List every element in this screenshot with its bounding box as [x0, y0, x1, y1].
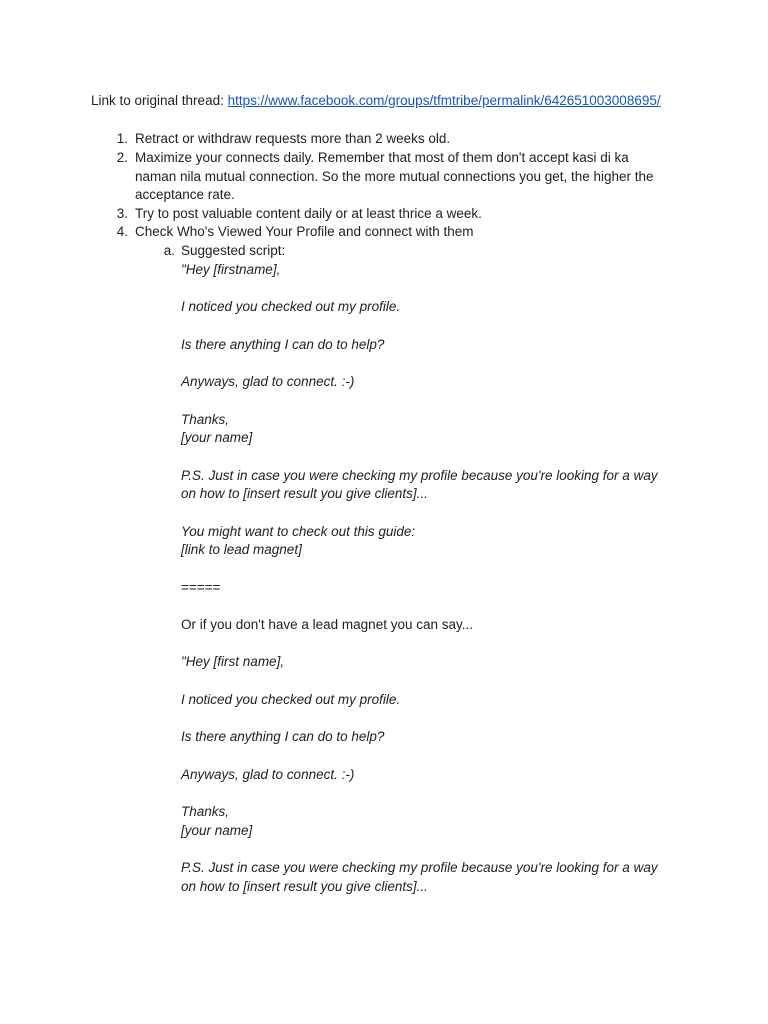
script-line: Is there anything I can do to help? [181, 729, 385, 745]
script-line: I noticed you checked out my profile. [181, 299, 401, 315]
list-item-line: Check Who's Viewed Your Profile and connect with them [135, 224, 474, 239]
script-line: P.S. Just in case you were checking my profile because you're looking for a way [181, 860, 658, 875]
script-line: [link to lead magnet] [181, 542, 302, 558]
script-blank-line [181, 354, 741, 373]
script-blank-line [181, 672, 741, 691]
list-number-1: 1. [116, 131, 128, 146]
script-line: You might want to check out this guide: [181, 523, 416, 539]
script-blank-line [181, 784, 741, 803]
script-line: Thanks, [181, 411, 230, 427]
sub-item-letter: a. [163, 243, 175, 258]
list-number-4: 4. [116, 224, 128, 239]
script-blank-line [181, 504, 741, 523]
script-blank-line [181, 747, 741, 766]
list-item-4 [135, 223, 695, 242]
script-blank-line [181, 710, 741, 729]
script-blank-line [181, 840, 741, 859]
list-item-line: naman nila mutual connection. So the more mutual connections you get, the higher the [135, 168, 654, 184]
script-line: [your name] [181, 822, 253, 838]
script-line: "Hey [first name], [181, 654, 285, 670]
script-line: on how to [insert result you give clients]... [181, 878, 428, 894]
list-item-1 [135, 130, 695, 149]
script-blank-line [181, 635, 741, 654]
sub-item-label: Suggested script: [181, 243, 286, 258]
original-thread-label: Link to original thread: [91, 93, 228, 108]
list-item-line: Maximize your connects daily. Remember that most of them don't accept kasi di ka [135, 150, 629, 165]
original-thread-line [91, 92, 661, 110]
script-blank-line [181, 280, 741, 299]
list-item-line: acceptance rate. [135, 187, 235, 203]
suggested-script [181, 261, 741, 896]
list-item-2 [135, 149, 695, 205]
script-blank-line [181, 560, 741, 579]
script-blank-line [181, 597, 741, 616]
script-line: "Hey [firstname], [181, 262, 281, 277]
script-line: P.S. Just in case you were checking my profile because you're looking for a way [181, 467, 658, 483]
script-line: Anyways, glad to connect. :-) [181, 766, 355, 782]
script-line: I noticed you checked out my profile. [181, 691, 401, 707]
list-number-3: 3. [116, 206, 128, 221]
script-line: Thanks, [181, 803, 230, 819]
script-blank-line [181, 448, 741, 467]
script-line: Is there anything I can do to help? [181, 336, 385, 352]
original-thread-link[interactable]: https://www.facebook.com/groups/tfmtribe/permalink/642651003008695/ [227, 93, 661, 108]
list-item-line: Try to post valuable content daily or at least thrice a week. [135, 206, 482, 221]
script-line: Or if you don't have a lead magnet you can say... [181, 617, 473, 633]
script-line: on how to [insert result you give clients]... [181, 486, 428, 502]
script-line: Anyways, glad to connect. :-) [181, 374, 355, 390]
list-item-line: Retract or withdraw requests more than 2 weeks old. [135, 131, 451, 146]
script-line: ===== [181, 579, 221, 595]
script-blank-line [181, 392, 741, 411]
script-line: [your name] [181, 430, 253, 446]
script-blank-line [181, 317, 741, 336]
list-number-2: 2. [116, 150, 128, 165]
list-item-3 [135, 205, 695, 224]
